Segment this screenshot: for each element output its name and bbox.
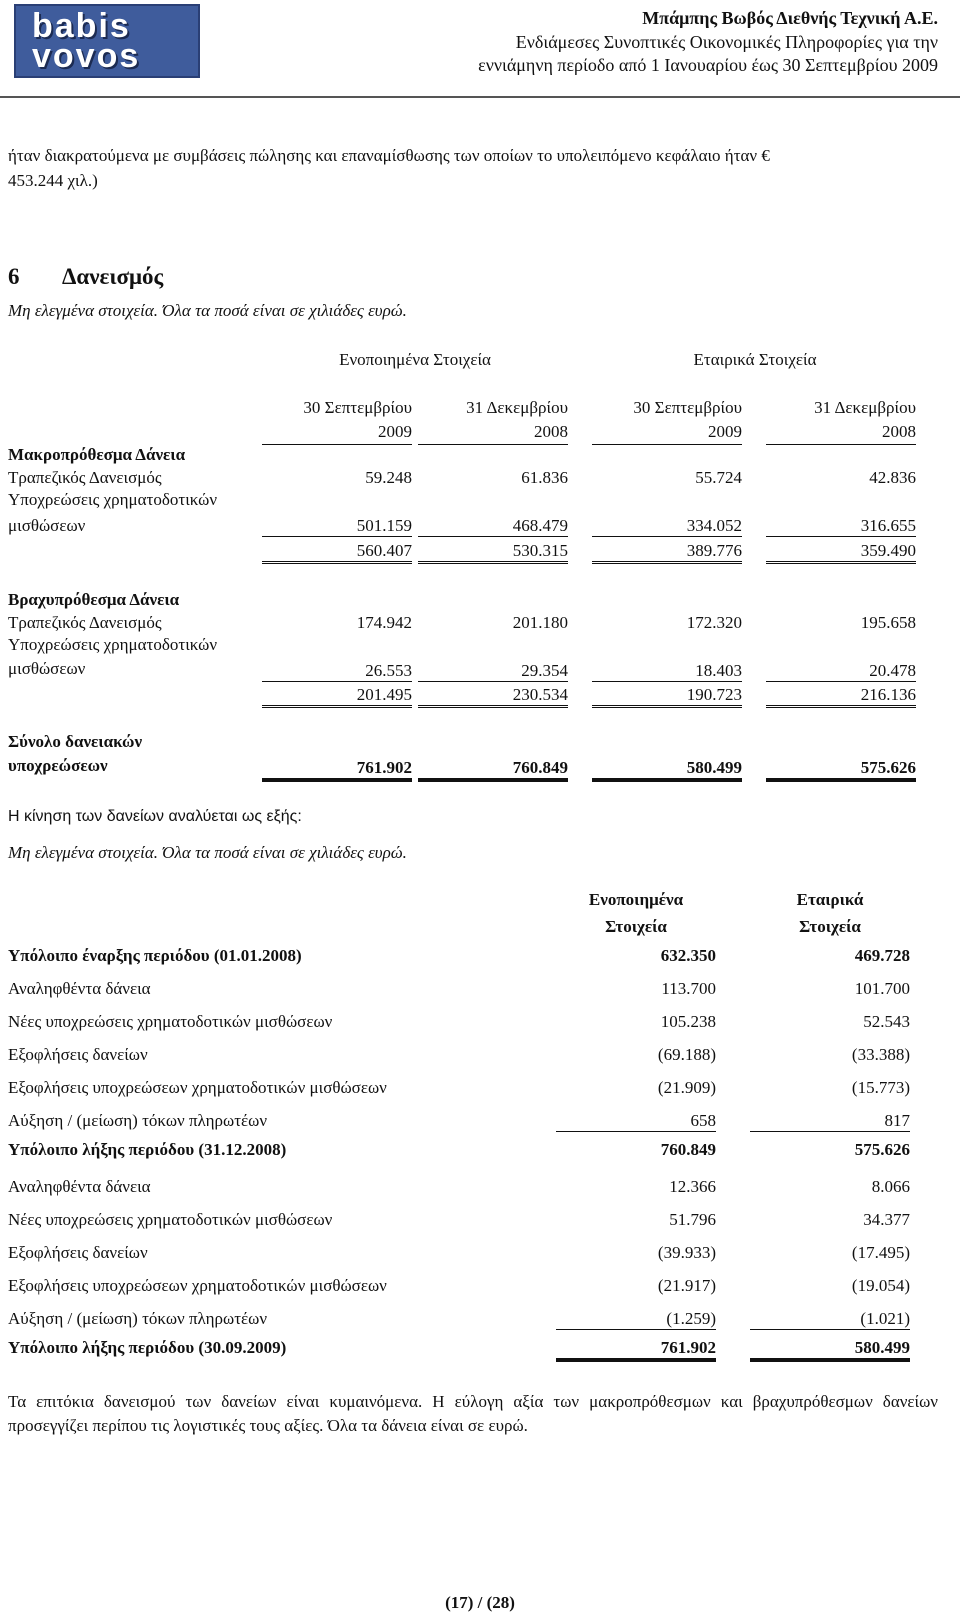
movement-cell: 580.499: [750, 1338, 910, 1362]
column-header: [766, 396, 916, 445]
movement-col-header-consolidated: [556, 886, 716, 940]
subtotal-cell: 560.407: [262, 541, 412, 564]
grand-total-cell: 575.626: [766, 758, 916, 782]
table-cell: 20.478: [766, 661, 916, 682]
subtotal-cell: 530.315: [418, 541, 568, 564]
movement-cell: (17.495): [851, 1243, 910, 1262]
movement-cell: (21.917): [657, 1276, 716, 1295]
movement-cell: 817: [750, 1111, 910, 1132]
report-title-line-2: εννιάμηνη περίοδο από 1 Ιανουαρίου έως 30 Σεπτεμβρίου 2009: [478, 55, 938, 75]
intro-line-2: 453.244 χιλ.): [8, 171, 98, 190]
column-header-line: Εταιρικά: [796, 890, 864, 909]
movement-cell: 12.366: [669, 1177, 716, 1196]
logo-line-2: vovos: [32, 37, 141, 75]
group-header-consolidated: Ενοποιημένα Στοιχεία: [339, 350, 491, 369]
movement-intro: Η κίνηση των δανείων αναλύεται ως εξής:: [8, 808, 302, 825]
table-cell: 501.159: [262, 516, 412, 537]
intro-line-1: ήταν διακρατούμενα με συμβάσεις πώλησης και επαναμίσθωσης των οποίων το υπολειπόμενο κεφάλαιο ήταν €: [8, 146, 770, 165]
group-header-company: Εταιρικά Στοιχεία: [693, 350, 817, 369]
movement-cell: 34.377: [863, 1210, 910, 1229]
movement-cell: (1.259): [556, 1309, 716, 1330]
table-cell: 195.658: [860, 613, 916, 632]
row-label: Τραπεζικός Δανεισμός: [8, 468, 162, 487]
subtotal-cell: 190.723: [592, 685, 742, 708]
table-cell: 59.248: [365, 468, 412, 487]
movement-row-label: Νέες υποχρεώσεις χρηματοδοτικών μισθώσεων: [8, 1210, 333, 1229]
section-note: Μη ελεγμένα στοιχεία. Όλα τα ποσά είναι σε χιλιάδες ευρώ.: [8, 301, 407, 320]
column-header-line: 31 Δεκεμβρίου: [814, 398, 916, 417]
column-header-line: 2008: [534, 422, 568, 441]
movement-row-label: Εξοφλήσεις δανείων: [8, 1045, 148, 1064]
movement-row-label: Υπόλοιπο λήξης περιόδου (31.12.2008): [8, 1140, 287, 1159]
column-header-line: Στοιχεία: [799, 917, 861, 936]
movement-cell: 632.350: [660, 946, 716, 965]
section-number: 6: [8, 264, 20, 289]
long-term-title: Μακροπρόθεσμα Δάνεια: [8, 445, 186, 464]
movement-row-label: Αύξηση / (μείωση) τόκων πληρωτέων: [8, 1111, 268, 1130]
column-header-line: 31 Δεκεμβρίου: [466, 398, 568, 417]
movement-row-label: Εξοφλήσεις υποχρεώσεων χρηματοδοτικών μισθώσεων: [8, 1078, 387, 1097]
movement-cell: (21.909): [657, 1078, 716, 1097]
movement-cell: (33.388): [851, 1045, 910, 1064]
row-label: Τραπεζικός Δανεισμός: [8, 613, 162, 632]
table-cell: 334.052: [592, 516, 742, 537]
column-header-line: 2009: [708, 422, 742, 441]
grand-total-label: υποχρεώσεων: [8, 756, 108, 775]
column-header-line: 2009: [378, 422, 412, 441]
movement-row-label: Εξοφλήσεις δανείων: [8, 1243, 148, 1262]
table-cell: 29.354: [418, 661, 568, 682]
movement-cell: 101.700: [854, 979, 910, 998]
short-term-title: Βραχυπρόθεσμα Δάνεια: [8, 590, 180, 609]
movement-note: Μη ελεγμένα στοιχεία. Όλα τα ποσά είναι σε χιλιάδες ευρώ.: [8, 843, 407, 862]
grand-total-cell: 761.902: [262, 758, 412, 782]
closing-paragraph: Τα επιτόκια δανεισμού των δανείων είναι κυμαινόμενα. Η εύλογη αξία των μακροπρόθεσμων και βραχυπρόθεσμων δανείων προσεγγίζει περίπου τις λογιστικές τους αξίες. Όλα τα δάνεια είναι σε ευρώ.: [8, 1392, 938, 1435]
header-divider: [0, 96, 960, 98]
movement-cell: 469.728: [854, 946, 910, 965]
movement-row-label: Υπόλοιπο λήξης περιόδου (30.09.2009): [8, 1338, 287, 1357]
movement-row-label: Αναληφθέντα δάνεια: [8, 979, 151, 998]
grand-total-cell: 760.849: [418, 758, 568, 782]
movement-cell: (19.054): [851, 1276, 910, 1295]
section-title: Δανεισμός: [62, 264, 164, 289]
movement-cell: 51.796: [669, 1210, 716, 1229]
row-label: μισθώσεων: [8, 659, 86, 678]
movement-cell: 658: [556, 1111, 716, 1132]
grand-total-label: Σύνολο δανειακών: [8, 732, 143, 751]
table-cell: 26.553: [262, 661, 412, 682]
table-cell: 172.320: [686, 613, 742, 632]
table-cell: 201.180: [512, 613, 568, 632]
movement-cell: 8.066: [871, 1177, 910, 1196]
row-label: μισθώσεων: [8, 516, 86, 535]
subtotal-cell: 201.495: [262, 685, 412, 708]
company-name: Μπάμπης Βωβός Διεθνής Τεχνική Α.Ε.: [642, 8, 938, 28]
table-cell: 316.655: [766, 516, 916, 537]
movement-row-label: Νέες υποχρεώσεις χρηματοδοτικών μισθώσεων: [8, 1012, 333, 1031]
report-title-line-1: Ενδιάμεσες Συνοπτικές Οικονομικές Πληροφορίες για την: [515, 32, 938, 52]
table-cell: 468.479: [418, 516, 568, 537]
page-number: (17) / (28): [445, 1593, 515, 1612]
table-cell: 18.403: [592, 661, 742, 682]
table-cell: 55.724: [695, 468, 742, 487]
column-header-line: 2008: [882, 422, 916, 441]
grand-total-cell: 580.499: [592, 758, 742, 782]
row-label: Υποχρεώσεις χρηματοδοτικών: [8, 490, 218, 509]
column-header: [418, 396, 568, 445]
movement-col-header-company: [750, 886, 910, 940]
column-header-line: 30 Σεπτεμβρίου: [633, 398, 742, 417]
movement-row-label: Αναληφθέντα δάνεια: [8, 1177, 151, 1196]
column-header-line: Στοιχεία: [605, 917, 667, 936]
movement-cell: (1.021): [750, 1309, 910, 1330]
table-cell: 174.942: [356, 613, 412, 632]
column-header-line: Ενοποιημένα: [588, 890, 684, 909]
subtotal-cell: 230.534: [418, 685, 568, 708]
logo-line-1: babis: [32, 7, 131, 45]
column-header: [262, 396, 412, 445]
movement-cell: (15.773): [851, 1078, 910, 1097]
column-header-line: 30 Σεπτεμβρίου: [303, 398, 412, 417]
column-header: [592, 396, 742, 445]
table-cell: 42.836: [869, 468, 916, 487]
movement-cell: 760.849: [660, 1140, 716, 1159]
movement-row-label: Αύξηση / (μείωση) τόκων πληρωτέων: [8, 1309, 268, 1328]
table-cell: 61.836: [521, 468, 568, 487]
movement-row-label: Υπόλοιπο έναρξης περιόδου (01.01.2008): [8, 946, 302, 965]
company-logo: [14, 4, 200, 78]
movement-cell: 575.626: [854, 1140, 910, 1159]
movement-cell: (69.188): [657, 1045, 716, 1064]
subtotal-cell: 389.776: [592, 541, 742, 564]
movement-cell: (39.933): [657, 1243, 716, 1262]
subtotal-cell: 359.490: [766, 541, 916, 564]
subtotal-cell: 216.136: [766, 685, 916, 708]
movement-cell: 52.543: [863, 1012, 910, 1031]
movement-cell: 113.700: [661, 979, 716, 998]
movement-cell: 761.902: [556, 1338, 716, 1362]
movement-row-label: Εξοφλήσεις υποχρεώσεων χρηματοδοτικών μισθώσεων: [8, 1276, 387, 1295]
row-label: Υποχρεώσεις χρηματοδοτικών: [8, 635, 218, 654]
movement-cell: 105.238: [660, 1012, 716, 1031]
